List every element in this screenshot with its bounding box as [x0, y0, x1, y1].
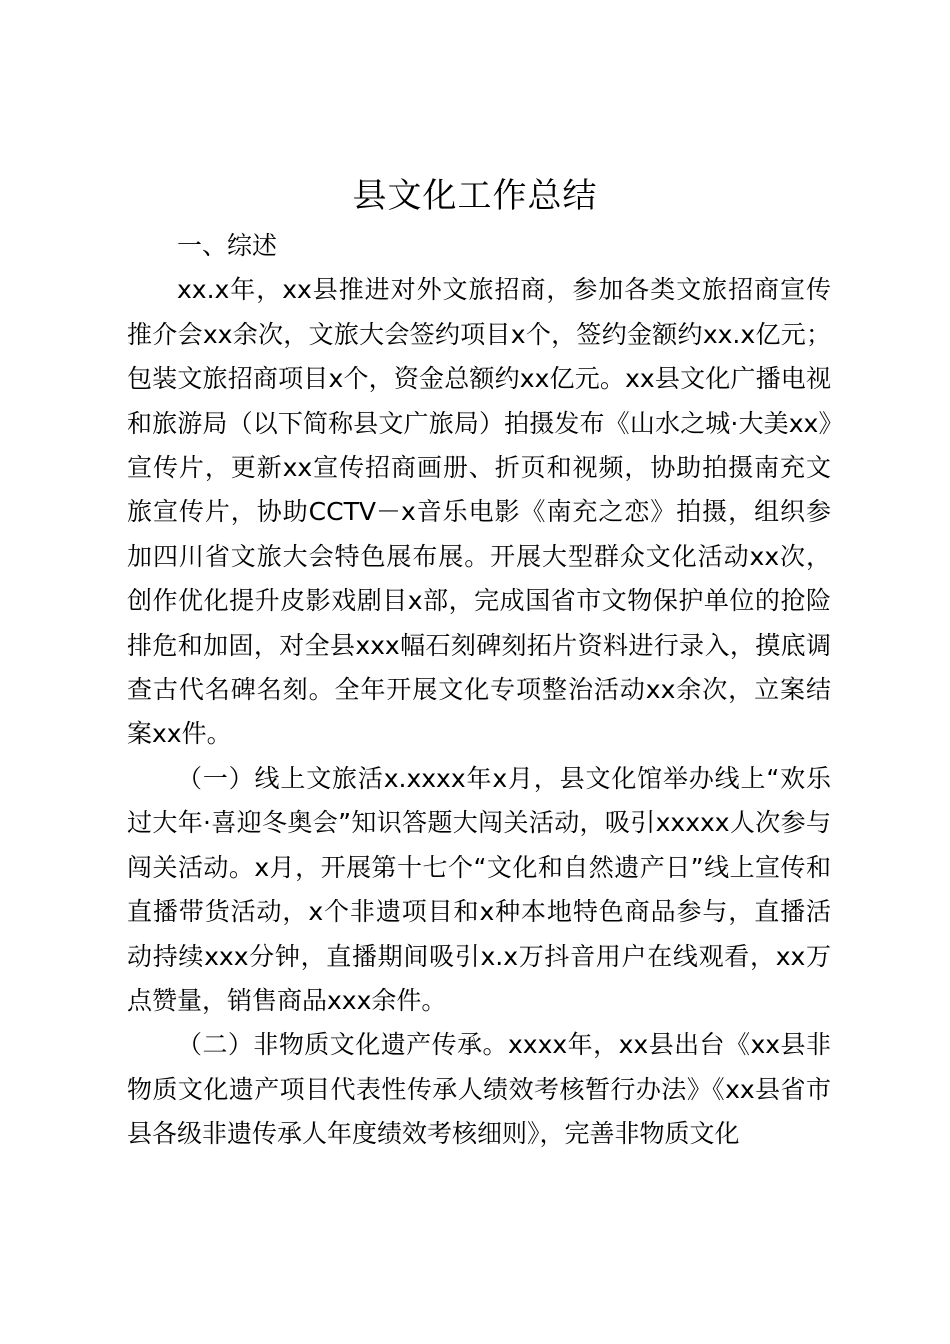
- document-body: [127, 224, 831, 1157]
- paragraph-online-activities: （一）线上文旅活x.xxxx年x月，县文化馆举办线上“欢乐过大年·喜迎冬奥会”知识答题大闯关活动，吸引xxxxx人次参与闯关活动。x月，开展第十七个“文化和自然遗产日”线上宣传和直播带货活动，x个非遗项目和x种本地特色商品参与，直播活动持续xxx分钟，直播期间吸引x.x万抖音用户在线观看，xx万点赞量，销售商品xxx余件。: [127, 763, 831, 1015]
- paragraph-overview: xx.x年，xx县推进对外文旅招商，参加各类文旅招商宣传推介会xx余次，文旅大会签约项目x个，签约金额约xx.x亿元；包装文旅招商项目x个，资金总额约xx亿元。xx县文化广播电视和旅游局（以下简称县文广旅局）拍摄发布《山水之城·大美xx》宣传片，更新xx宣传招商画册、折页和视频，协助拍摄南充文旅宣传片，协助CCTV－x音乐电影《南充之恋》拍摄，组织参加四川省文旅大会特色展布展。开展大型群众文化活动xx次，创作优化提升皮影戏剧目x部，完成国省市文物保护单位的抢险排危和加固，对全县xxx幅石刻碑刻拓片资料进行录入，摸底调查古代名碑名刻。全年开展文化专项整治活动xx余次，立案结案xx件。: [127, 275, 831, 749]
- paragraph-intangible-heritage: （二）非物质文化遗产传承。xxxx年，xx县出台《xx县非物质文化遗产项目代表性传承人绩效考核暂行办法》《xx县省市县各级非遗传承人年度绩效考核细则》，完善非物质文化: [127, 1030, 831, 1149]
- document-title: 县文化工作总结: [352, 176, 598, 216]
- section-heading: 一、综述: [177, 231, 278, 260]
